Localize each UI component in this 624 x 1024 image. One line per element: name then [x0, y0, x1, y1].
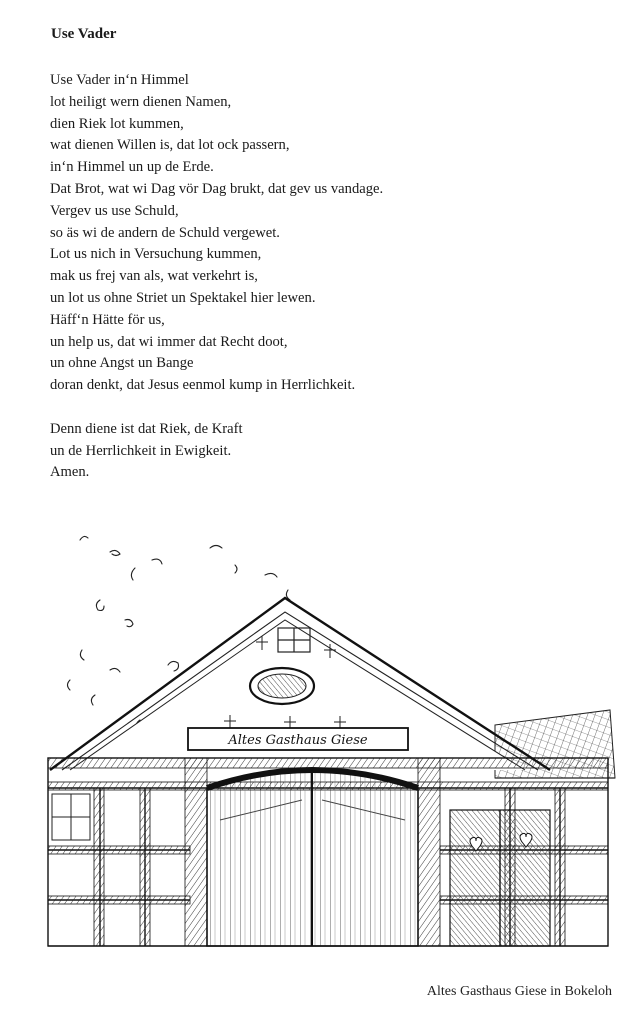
poem-line: lot heiligt wern dienen Namen,: [50, 93, 232, 110]
gasthaus-illustration: [40, 520, 620, 960]
poem-line: Dat Brot, wat wi Dag vör Dag brukt, dat gev us vandage.: [50, 180, 384, 197]
poem-line: un help us, dat wi immer dat Recht doot,: [50, 333, 288, 350]
poem-line: dien Riek lot kummen,: [50, 115, 184, 132]
inn-sign: [188, 728, 408, 750]
poem-line: so äs wi de andern de Schuld vergewet.: [50, 224, 280, 241]
poem-line: Lot us nich in Versuchung kummen,: [50, 246, 262, 263]
poem-line: Häff‘n Hätte för us,: [50, 311, 165, 328]
sign-text: Altes Gasthaus Giese: [228, 733, 368, 748]
illustration-caption: Altes Gasthaus Giese in Bokeloh: [426, 984, 612, 999]
poem-line: un ohne Angst un Bange: [50, 355, 194, 372]
poem-line: wat dienen Willen is, dat lot ock passern,: [50, 137, 290, 154]
poem-line: un lot us ohne Striet un Spektakel hier lewen.: [50, 289, 316, 306]
poem-title: Use Vader: [51, 26, 117, 42]
poem-line: in‘n Himmel un up de Erde.: [50, 159, 214, 176]
poem-line: Use Vader in‘n Himmel: [50, 72, 189, 88]
poem-line: Vergev us use Schuld,: [50, 202, 179, 219]
poem-line: mak us frej van als, wat verkehrt is,: [50, 268, 258, 285]
stanza-2: [50, 419, 590, 484]
poem-body: [50, 70, 590, 484]
poem-line: Denn diene ist dat Riek, de Kraft: [50, 420, 243, 437]
poem-line: Amen.: [50, 464, 90, 481]
barn-gate: [207, 770, 418, 946]
right-door: [450, 810, 550, 946]
poem-line: un de Herrlichkeit in Ewigkeit.: [50, 442, 232, 459]
stanza-1: [50, 70, 590, 397]
poem-line: doran denkt, dat Jesus eenmol kump in Herrlichkeit.: [50, 377, 356, 394]
